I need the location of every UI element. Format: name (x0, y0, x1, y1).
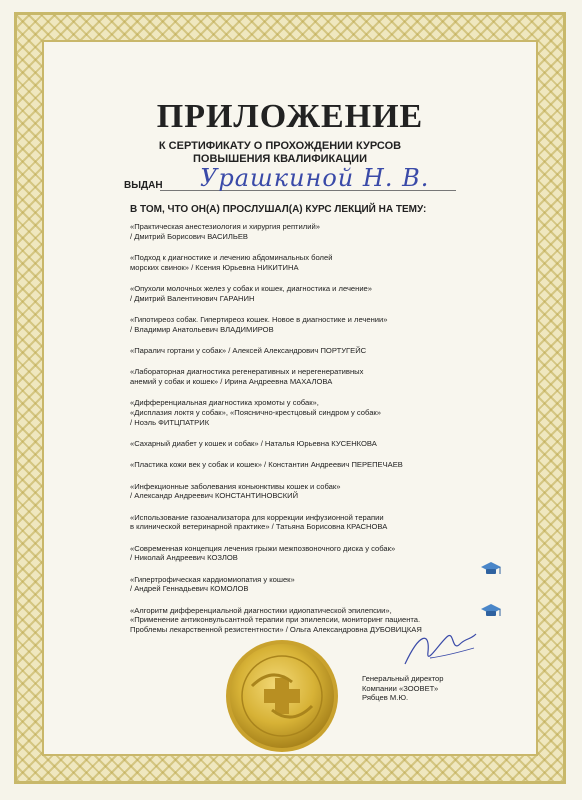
signature-icon (400, 622, 480, 672)
list-item: «Пластика кожи век у собак и кошек» / Константин Андреевич ПЕРЕПЕЧАЕВ (130, 460, 403, 470)
issued-name-handwritten: Урашкиной Н. В. (200, 164, 430, 192)
subtitle (130, 140, 430, 166)
course-intro: В ТОМ, ЧТО ОН(А) ПРОСЛУШАЛ(А) КУРС ЛЕКЦИЙ НА ТЕМУ: (130, 204, 427, 215)
issued-label: ВЫДАН (124, 180, 163, 191)
list-item: «Лабораторная диагностика регенеративных и нерегенеративных анемий у собак и кошек» / Ирина Андреевна МАХАЛОВА (130, 367, 364, 386)
list-item: «Алгоритм дифференциальной диагностики идиопатической эпилепсии», «Применение антиконвульсантной терапии при эпилепсии, мониторинг пациента. Проблемы лекарственной резистентности» / Ольга Александровна ДУБОВИЦКАЯ (130, 605, 422, 634)
list-item: «Гипертрофическая кардиомиопатия у кошек» / Андрей Геннадьевич КОМОЛОВ (130, 574, 295, 594)
subtitle-line-2: ПОВЫШЕНИЯ КВАЛИФИКАЦИИ (193, 153, 367, 165)
subtitle-line-1: К СЕРТИФИКАТУ О ПРОХОЖДЕНИИ КУРСОВ (158, 140, 402, 152)
list-item: «Современная концепция лечения грыжи межпозвоночного диска у собак» / Николай Андреевич КОЗЛОВ (130, 543, 396, 563)
list-item: «Подход к диагностике и лечению абдоминальных болей морских свинок» / Ксения Юрьевна НИКИТИНА (130, 252, 333, 272)
signatory-block (362, 674, 482, 703)
signatory-company: Компании «ЗООВЕТ» (362, 683, 439, 693)
course-list (130, 222, 530, 646)
list-item: «Практическая анестезиология и хирургия рептилий» / Дмитрий Борисович ВАСИЛЬЕВ (130, 222, 320, 241)
list-item: «Дифференциальная диагностика хромоты у собак», «Дисплазия локтя у собак», «Пояснично-крестцовый синдром у собак» / Ноэль ФИТЦПАТРИК (130, 398, 381, 427)
certificate-content (44, 42, 536, 754)
list-item: «Инфекционные заболевания коньюнктивы кошек и собак» / Александр Андреевич КОНСТАНТИНОВСКИЙ (130, 481, 341, 501)
signatory-name: Рябцев М.Ю. (362, 693, 409, 703)
graduation-cap-icon (480, 560, 502, 578)
signatory-title: Генеральный директор (362, 674, 444, 683)
gold-seal-icon (222, 636, 342, 756)
graduation-cap-icon (480, 602, 502, 620)
list-item: «Паралич гортани у собак» / Алексей Александрович ПОРТУГЕЙС (130, 345, 367, 355)
list-item: «Сахарный диабет у кошек и собак» / Наталья Юрьевна КУСЕНКОВА (130, 438, 377, 448)
list-item: «Опухоли молочных желез у собак и кошек, диагностика и лечение» / Дмитрий Валентинович ГАРАНИН (130, 283, 373, 303)
page-title: ПРИЛОЖЕНИЕ (156, 98, 424, 135)
list-item: «Использование газоанализатора для коррекции инфузионной терапии в клинической ветеринарной практике» / Татьяна Борисовна КРАСНОВА (130, 512, 388, 532)
list-item: «Гипотиреоз собак. Гипертиреоз кошек. Новое в диагностике и лечении» / Владимир Анатольевич ВЛАДИМИРОВ (130, 314, 388, 334)
